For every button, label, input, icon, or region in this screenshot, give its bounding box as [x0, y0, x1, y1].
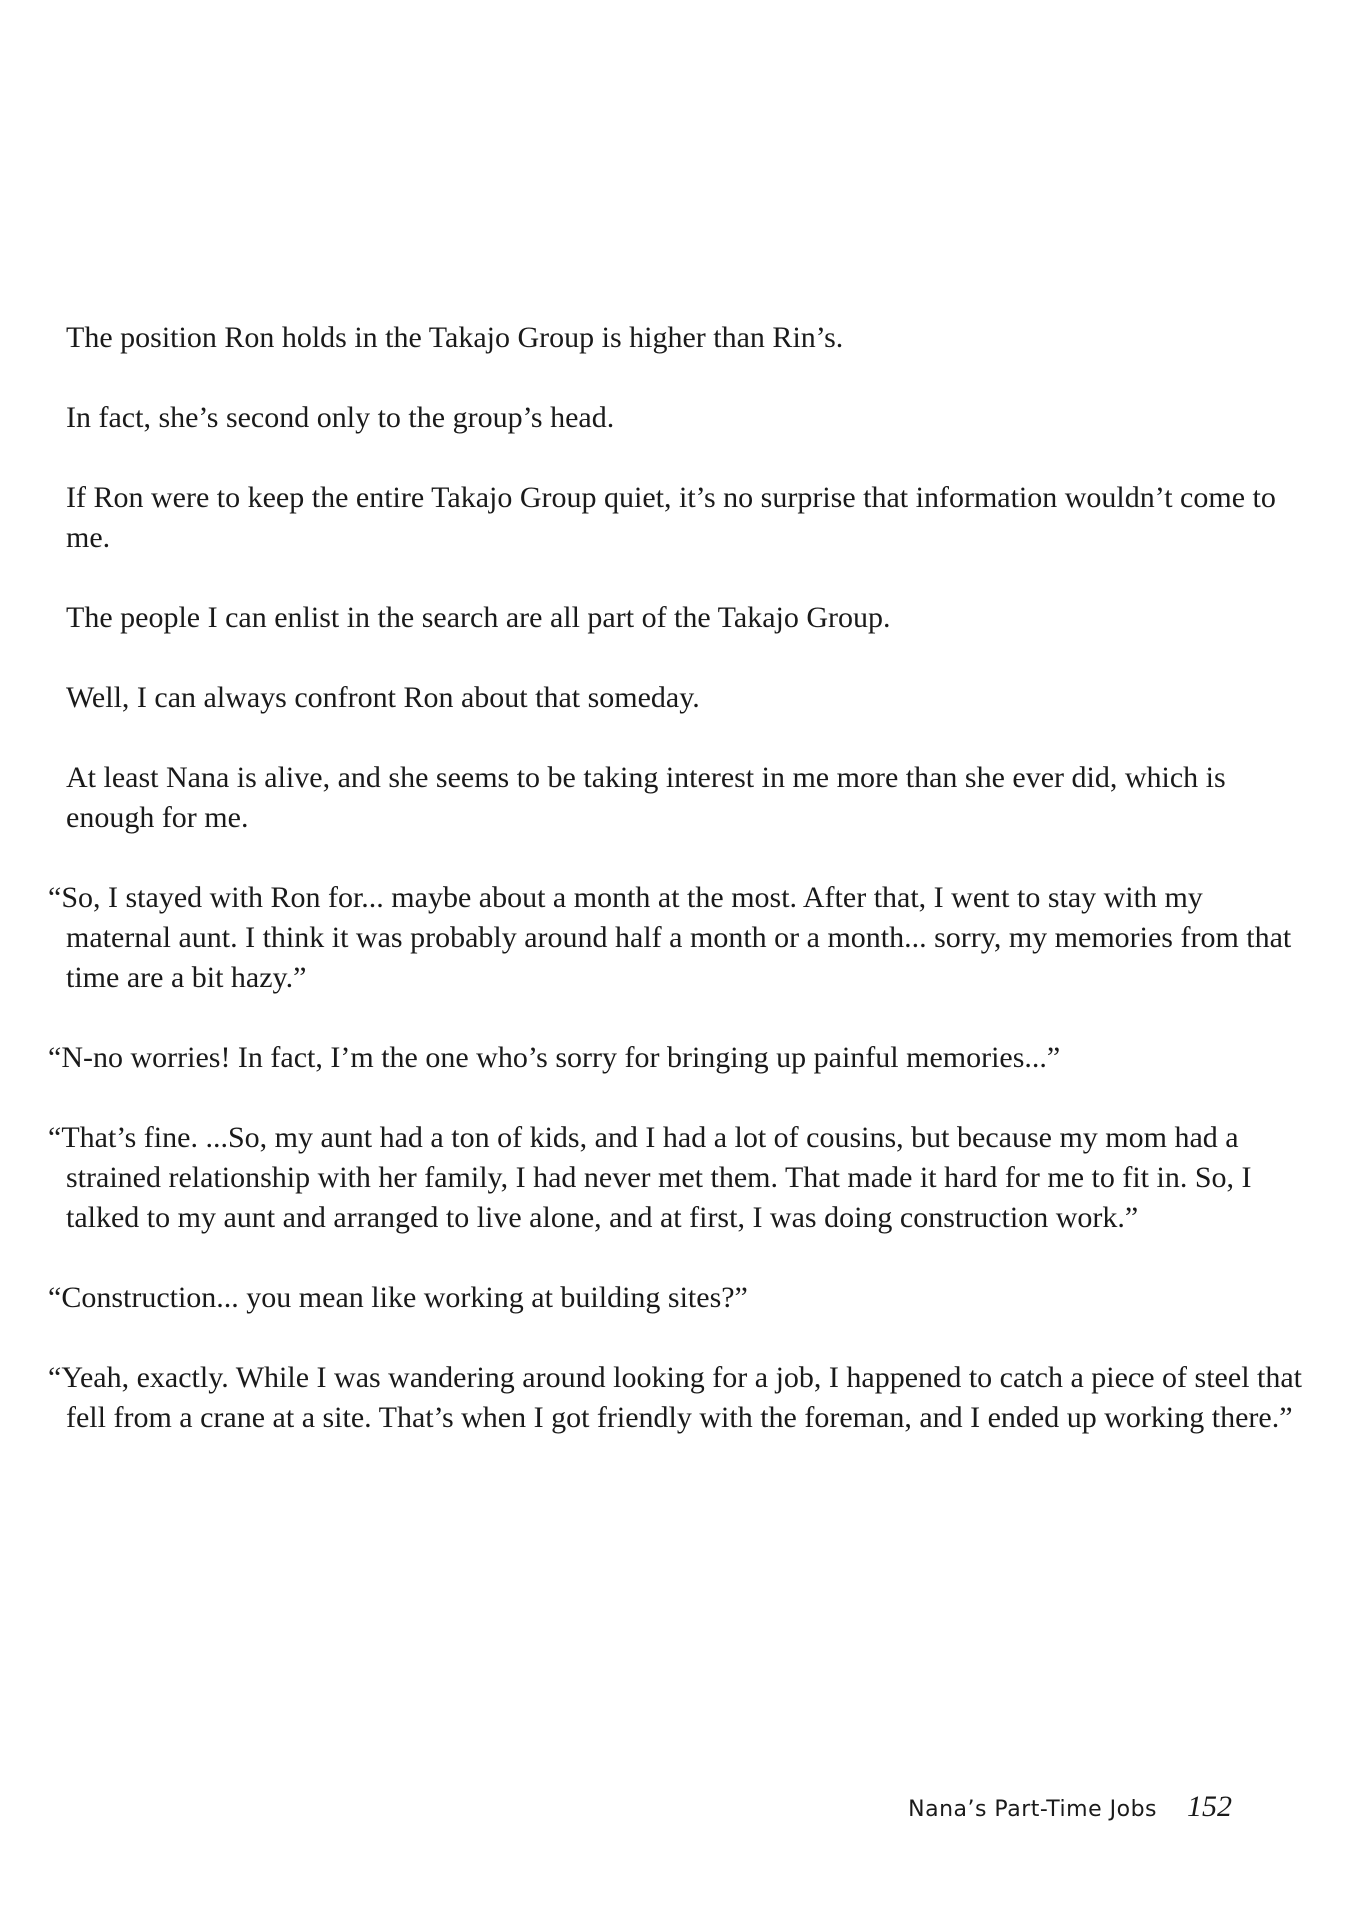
paragraph: In fact, she’s second only to the group’s head.: [66, 401, 615, 434]
dialogue-paragraph: “Construction... you mean like working at building sites?”: [48, 1281, 748, 1314]
paragraph: At least Nana is alive, and she seems to be taking interest in me more than she ever did, which is enough for me.: [66, 761, 1226, 834]
page-number: 152: [1187, 1790, 1232, 1823]
paragraph: The people I can enlist in the search are all part of the Takajo Group.: [66, 601, 891, 634]
page-footer: [908, 1790, 1232, 1824]
paragraph: If Ron were to keep the entire Takajo Group quiet, it’s no surprise that information wouldn’t come to me.: [66, 481, 1276, 554]
body-text: [48, 318, 1306, 1478]
paragraph: The position Ron holds in the Takajo Group is higher than Rin’s.: [66, 321, 844, 354]
dialogue-paragraph: “Yeah, exactly. While I was wandering around looking for a job, I happened to catch a piece of steel that fell from a crane at a site. That’s when I got friendly with the foreman, and I ended up working there.”: [48, 1361, 1303, 1434]
dialogue-paragraph: “So, I stayed with Ron for... maybe about a month at the most. After that, I went to stay with my maternal aunt. I think it was probably around half a month or a month... sorry, my memories from that time are a bit hazy.”: [48, 881, 1292, 994]
dialogue-paragraph: “That’s fine. ...So, my aunt had a ton of kids, and I had a lot of cousins, but because my mom had a strained relationship with her family, I had never met them. That made it hard for me to fit in. So, I talked to my aunt and arranged to live alone, and at first, I was doing construction work.”: [48, 1121, 1252, 1234]
book-title: Nana’s Part-Time Jobs: [908, 1797, 1157, 1822]
paragraph: Well, I can always confront Ron about that someday.: [66, 681, 700, 714]
dialogue-paragraph: “N-no worries! In fact, I’m the one who’s sorry for bringing up painful memories...”: [48, 1041, 1061, 1074]
